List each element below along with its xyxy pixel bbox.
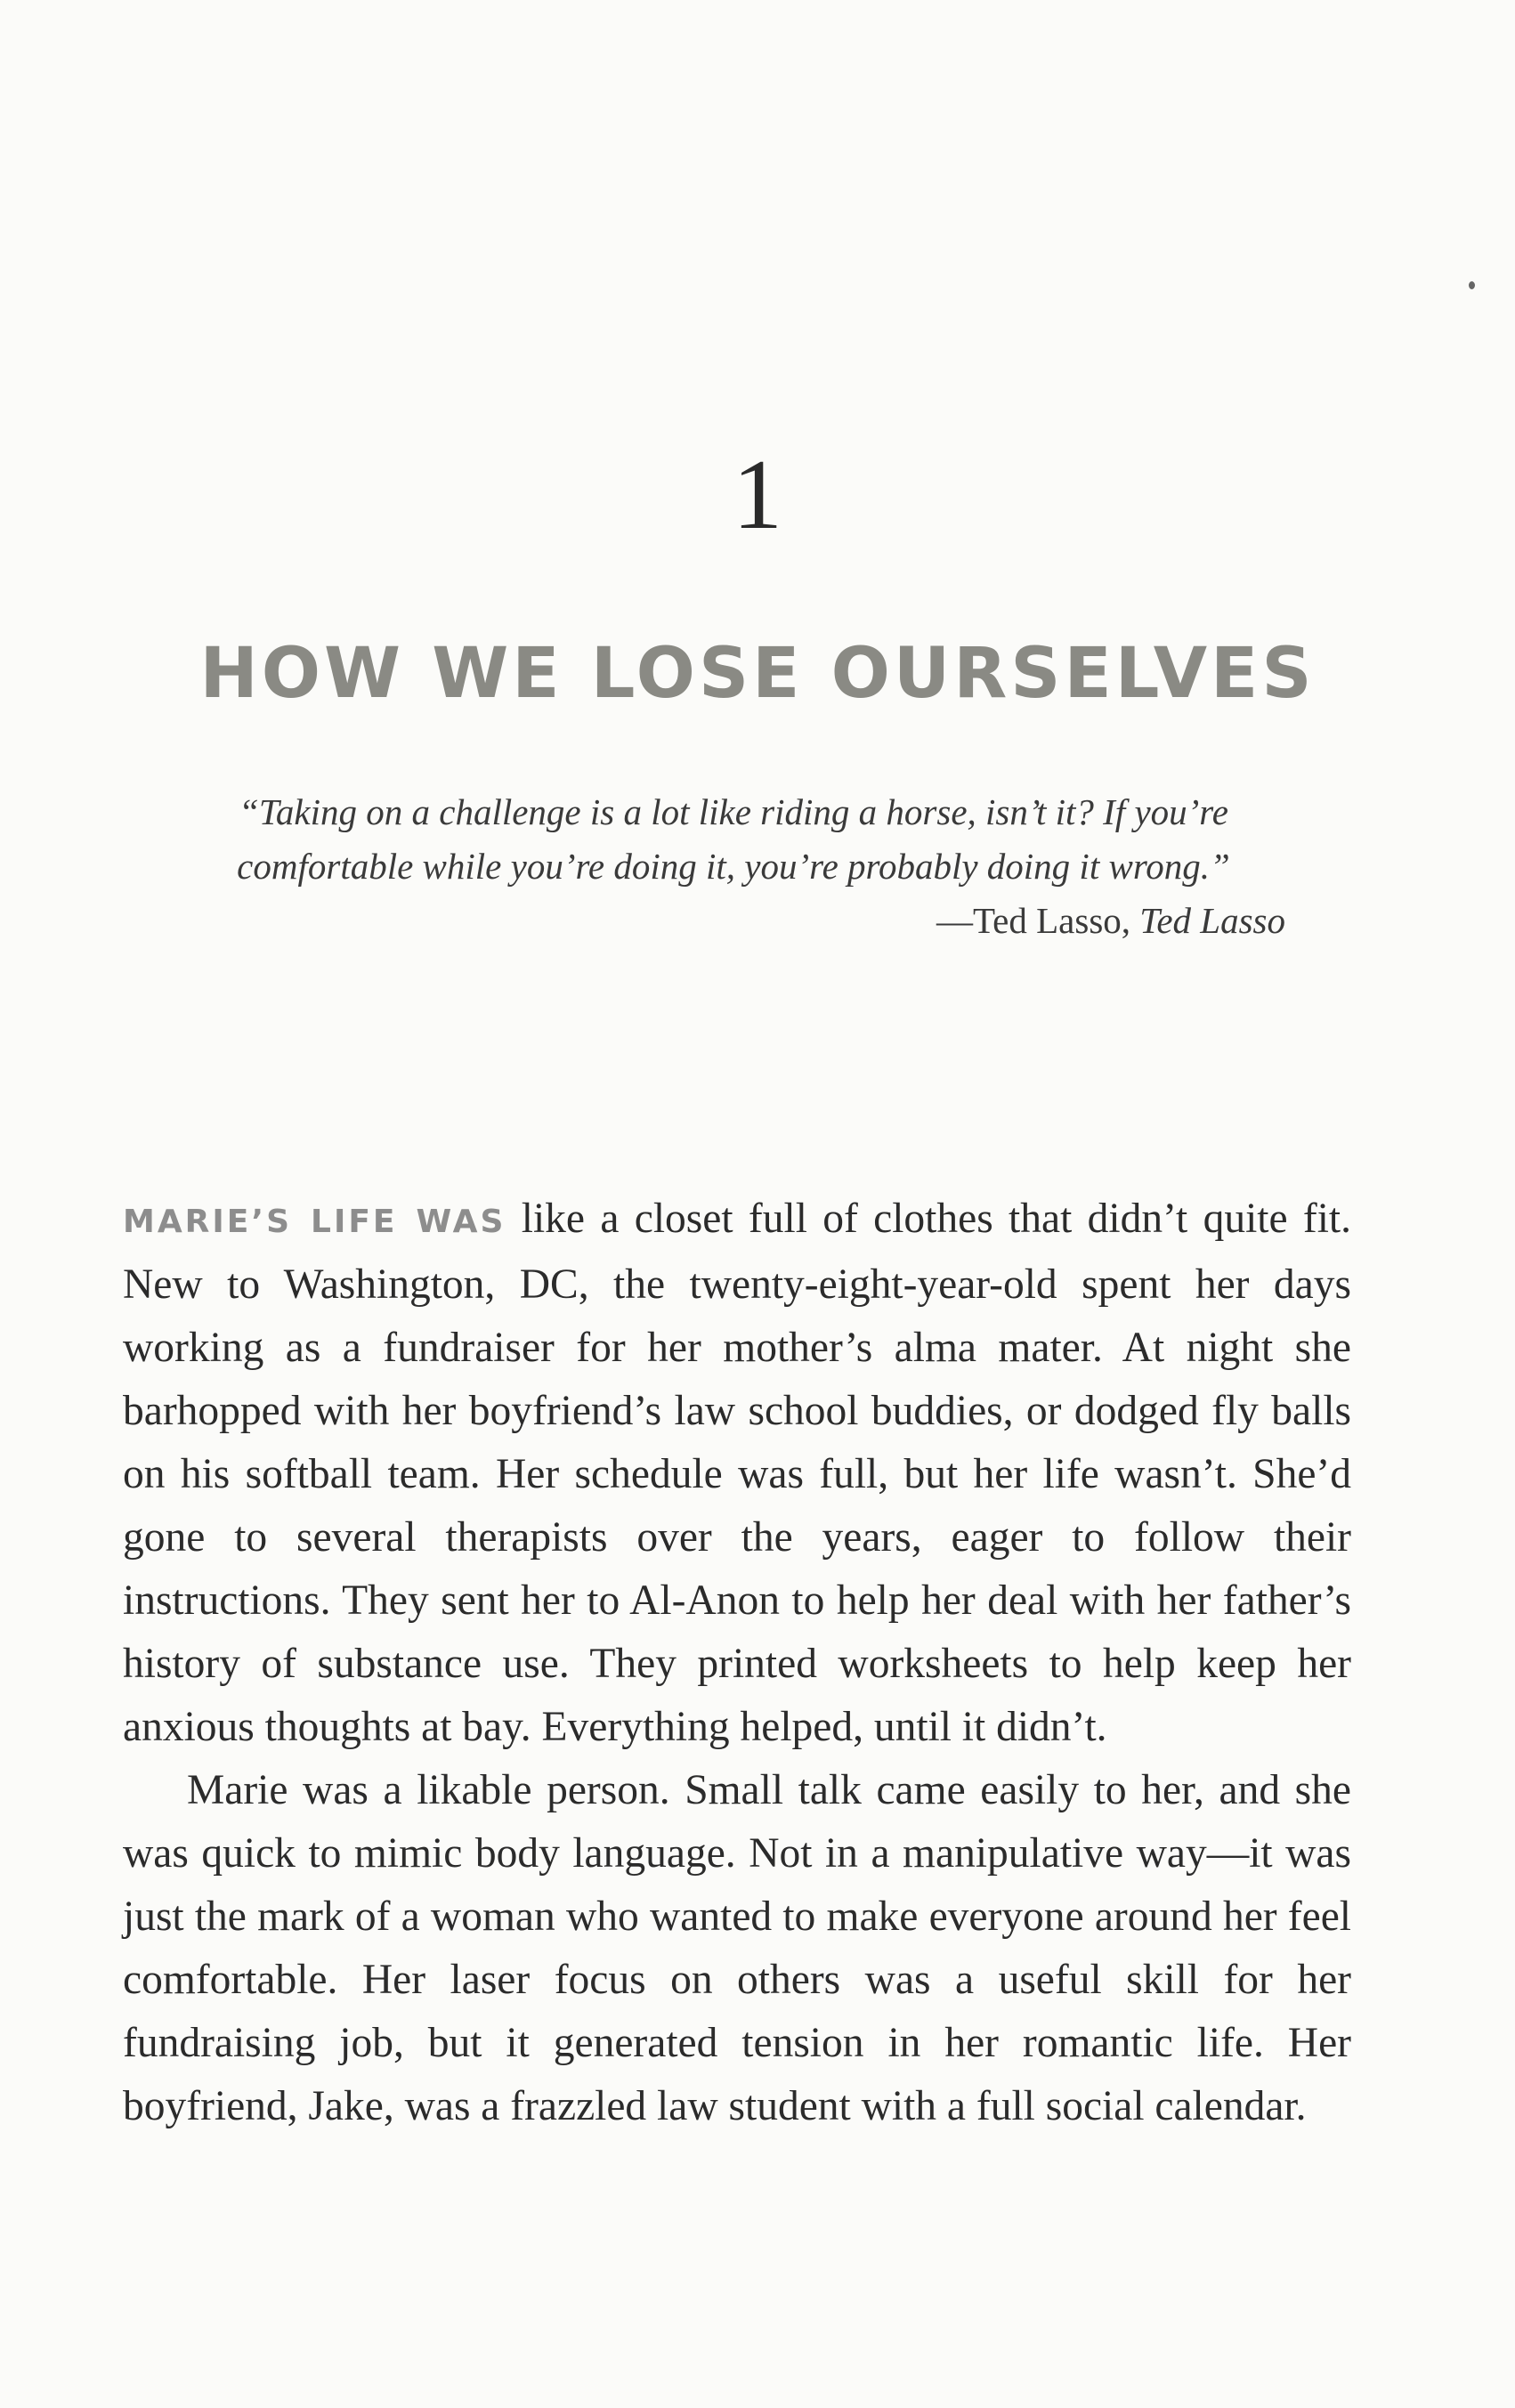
epigraph-quote-line-2: comfortable while you’re doing it, you’re probably doing it wrong.” xyxy=(237,846,1230,887)
paragraph-2: Marie was a likable person. Small talk came easily to her, and she was quick to mimic body language. Not in a manipulative way—it was just the mark of a woman who wanted to make everyone around her feel comfortable. Her laser focus on others was a useful skill for her fundraising job, but it generated tension in her romantic life. Her boyfriend, Jake, was a frazzled law student with a full social calendar. xyxy=(123,1767,1351,2129)
epigraph xyxy=(178,785,1289,948)
epigraph-quote xyxy=(178,785,1289,894)
lead-in: MARIE’S LIFE WAS xyxy=(123,1204,506,1240)
epigraph-attribution-work: Ted Lasso xyxy=(1139,900,1285,941)
chapter-title: HOW WE LOSE OURSELVES xyxy=(199,634,1316,714)
paragraph-1-text: like a closet full of clothes that didn’t quite fit. New to Washington, DC, the twenty-eight-year-old spent her days working as a fundraiser for her mother’s alma mater. At night she barhopped with her boyfriend’s law school buddies, or dodged fly balls on his softball team. Her schedule was full, but her life wasn’t. She’d gone to several therapists over the years, eager to follow their instructions. They sent her to Al-Anon to help her deal with her father’s history of substance use. They printed worksheets to help keep her anxious thoughts at bay. Everything helped, until it didn’t. xyxy=(123,1196,1351,1750)
epigraph-attribution-author: —Ted Lasso, xyxy=(936,900,1140,941)
scan-speck xyxy=(1469,281,1475,289)
paragraph-1 xyxy=(123,1188,1351,1759)
epigraph-quote-line-1: “Taking on a challenge is a lot like riding a horse, isn’t it? If you’re xyxy=(239,791,1228,832)
body-text xyxy=(123,1188,1351,2138)
epigraph-attribution xyxy=(178,894,1289,948)
chapter-number: 1 xyxy=(733,440,782,550)
